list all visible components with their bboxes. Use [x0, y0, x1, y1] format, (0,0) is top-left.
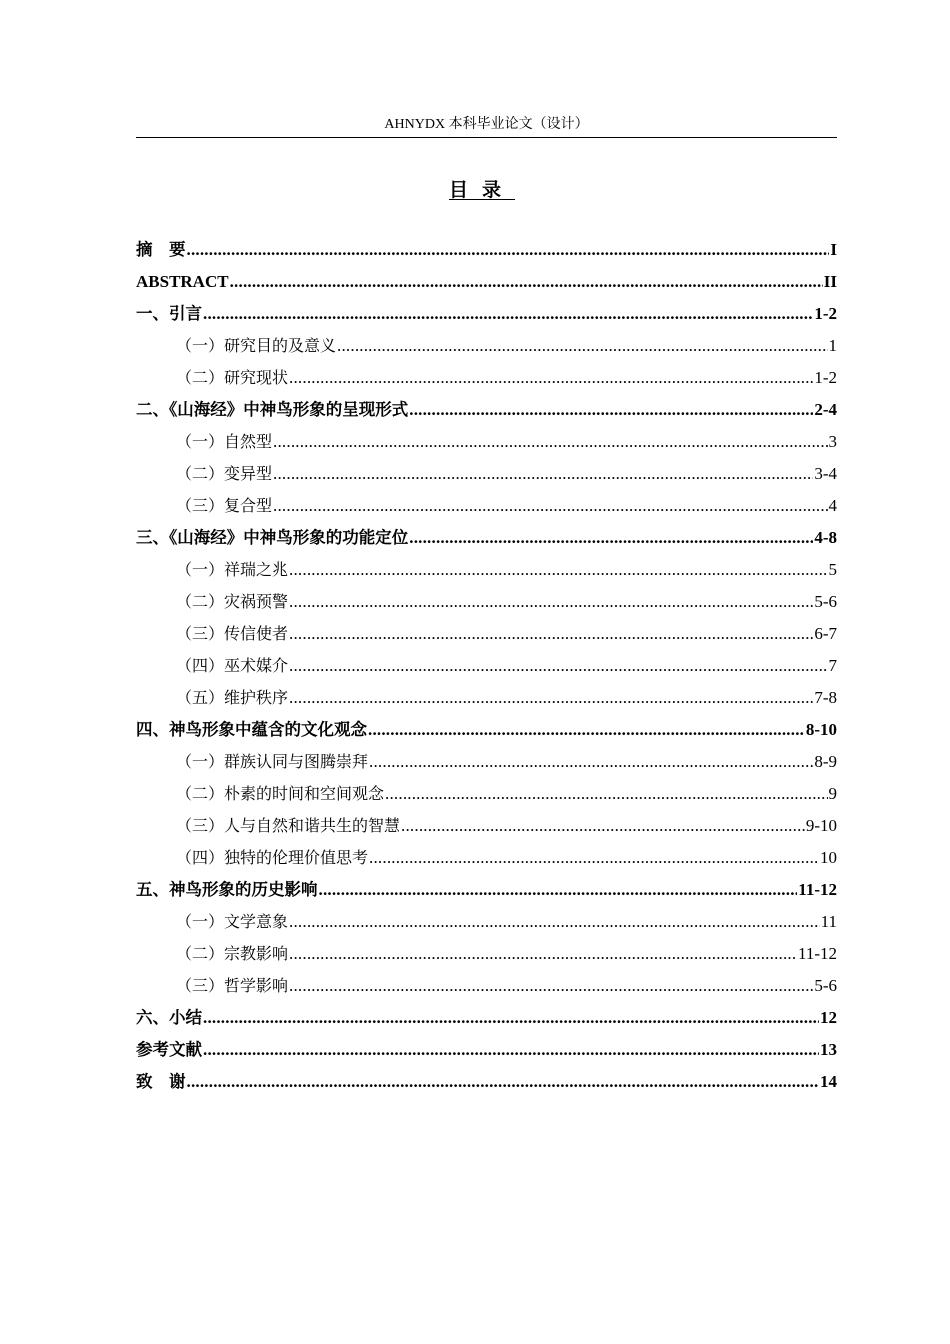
toc-dot-leader: [187, 1066, 820, 1098]
toc-entry-section[interactable]: [136, 746, 837, 778]
toc-entry-label: （一）文学意象: [176, 912, 289, 931]
toc-entry-label: （五）维护秩序: [176, 688, 289, 707]
header-rule: [136, 137, 837, 138]
toc-entry-label: 二、《山海经》中神鸟形象的呈现形式: [136, 400, 409, 419]
toc-entry-section[interactable]: [136, 842, 837, 874]
toc-entry-label: （二）宗教影响: [176, 944, 289, 963]
toc-entry-page-number: 13: [820, 1040, 837, 1059]
toc-entry-label: （三）人与自然和谐共生的智慧: [176, 816, 401, 835]
toc-dot-leader: [273, 426, 827, 458]
toc-dot-leader: [368, 714, 805, 746]
toc-entry-page-number: 8-10: [805, 720, 837, 739]
toc-dot-leader: [409, 522, 813, 554]
table-of-contents: [136, 234, 837, 1098]
toc-dot-leader: [289, 970, 813, 1002]
toc-entry-page-number: 11: [820, 912, 837, 931]
toc-entry-chapter[interactable]: [136, 394, 837, 426]
toc-entry-chapter[interactable]: [136, 1002, 837, 1034]
page-header: AHNYDX 本科毕业论文（设计）: [384, 117, 589, 132]
toc-dot-leader: [187, 234, 830, 266]
toc-entry-page-number: 7-8: [814, 688, 837, 707]
toc-entry-page-number: 5-6: [814, 592, 837, 611]
toc-entry-section[interactable]: [136, 938, 837, 970]
toc-entry-section[interactable]: [136, 586, 837, 618]
toc-dot-leader: [289, 554, 827, 586]
toc-entry-section[interactable]: [136, 618, 837, 650]
toc-entry-label: （三）哲学影响: [176, 976, 289, 995]
toc-dot-leader: [369, 842, 819, 874]
toc-entry-page-number: I: [830, 240, 837, 259]
toc-entry-label: （一）群族认同与图腾崇拜: [176, 752, 369, 771]
toc-dot-leader: [273, 458, 813, 490]
toc-entry-chapter[interactable]: [136, 714, 837, 746]
toc-entry-page-number: 9-10: [805, 816, 837, 835]
toc-entry-page-number: 1-2: [814, 304, 837, 323]
toc-entry-label: 致 谢: [136, 1072, 186, 1091]
toc-entry-section[interactable]: [136, 426, 837, 458]
toc-dot-leader: [203, 1002, 819, 1034]
toc-entry-section[interactable]: [136, 330, 837, 362]
toc-entry-chapter[interactable]: [136, 874, 837, 906]
toc-entry-label: （二）朴素的时间和空间观念: [176, 784, 385, 803]
toc-entry-page-number: 4-8: [814, 528, 837, 547]
toc-title: [0, 178, 950, 202]
toc-entry-chapter[interactable]: [136, 234, 837, 266]
toc-entry-section[interactable]: [136, 778, 837, 810]
toc-dot-leader: [289, 906, 820, 938]
toc-entry-label: （二）研究现状: [176, 368, 289, 387]
toc-entry-page-number: 11-12: [797, 944, 837, 963]
toc-entry-page-number: 12: [820, 1008, 837, 1027]
toc-dot-leader: [409, 394, 813, 426]
toc-entry-page-number: 11-12: [798, 880, 837, 899]
toc-entry-chapter[interactable]: [136, 298, 837, 330]
toc-entry-label: （三）复合型: [176, 496, 273, 515]
toc-entry-page-number: 9: [828, 784, 837, 803]
toc-entry-section[interactable]: [136, 970, 837, 1002]
toc-dot-leader: [203, 1034, 819, 1066]
toc-entry-page-number: 5-6: [814, 976, 837, 995]
toc-dot-leader: [230, 266, 823, 298]
toc-entry-label: （四）巫术媒介: [176, 656, 289, 675]
toc-entry-section[interactable]: [136, 906, 837, 938]
toc-dot-leader: [289, 938, 797, 970]
toc-entry-page-number: 5: [828, 560, 837, 579]
toc-entry-page-number: 3-4: [814, 464, 837, 483]
toc-entry-page-number: 14: [820, 1072, 837, 1091]
toc-dot-leader: [203, 298, 813, 330]
toc-entry-page-number: 1: [828, 336, 837, 355]
toc-entry-section[interactable]: [136, 682, 837, 714]
toc-entry-chapter[interactable]: [136, 266, 837, 298]
toc-dot-leader: [273, 490, 827, 522]
toc-dot-leader: [289, 362, 813, 394]
toc-entry-chapter[interactable]: [136, 1066, 837, 1098]
toc-entry-label: 五、神鸟形象的历史影响: [136, 880, 318, 899]
toc-dot-leader: [369, 746, 813, 778]
toc-entry-label: 参考文献: [136, 1040, 202, 1059]
toc-entry-page-number: 8-9: [814, 752, 837, 771]
toc-entry-label: （一）自然型: [176, 432, 273, 451]
toc-dot-leader: [401, 810, 805, 842]
toc-entry-page-number: II: [823, 272, 837, 291]
toc-entry-label: 四、神鸟形象中蕴含的文化观念: [136, 720, 367, 739]
toc-entry-label: 摘 要: [136, 240, 186, 259]
toc-entry-label: （一）研究目的及意义: [176, 336, 337, 355]
toc-entry-label: （一）祥瑞之兆: [176, 560, 289, 579]
toc-entry-section[interactable]: [136, 458, 837, 490]
toc-dot-leader: [289, 650, 827, 682]
toc-entry-label: 一、引言: [136, 304, 202, 323]
toc-entry-section[interactable]: [136, 650, 837, 682]
toc-entry-page-number: 2-4: [814, 400, 837, 419]
toc-dot-leader: [319, 874, 798, 906]
toc-entry-label: （三）传信使者: [176, 624, 289, 643]
toc-entry-section[interactable]: [136, 810, 837, 842]
toc-entry-label: 三、《山海经》中神鸟形象的功能定位: [136, 528, 409, 547]
toc-entry-chapter[interactable]: [136, 522, 837, 554]
toc-entry-page-number: 1-2: [814, 368, 837, 387]
toc-entry-page-number: 7: [828, 656, 837, 675]
toc-dot-leader: [337, 330, 827, 362]
toc-entry-page-number: 3: [828, 432, 837, 451]
toc-entry-page-number: 4: [828, 496, 837, 515]
toc-dot-leader: [289, 618, 813, 650]
toc-entry-section[interactable]: [136, 554, 837, 586]
toc-entry-section[interactable]: [136, 362, 837, 394]
toc-entry-section[interactable]: [136, 490, 837, 522]
toc-entry-label: ABSTRACT: [136, 272, 229, 291]
toc-entry-page-number: 10: [820, 848, 837, 867]
toc-entry-page-number: 6-7: [814, 624, 837, 643]
toc-dot-leader: [385, 778, 827, 810]
toc-entry-label: 六、小结: [136, 1008, 202, 1027]
toc-dot-leader: [289, 586, 813, 618]
toc-entry-label: （二）灾祸预警: [176, 592, 289, 611]
toc-title-text: 目录: [448, 179, 515, 201]
toc-entry-label: （二）变异型: [176, 464, 273, 483]
toc-dot-leader: [289, 682, 813, 714]
toc-entry-label: （四）独特的伦理价值思考: [176, 848, 369, 867]
toc-entry-chapter[interactable]: [136, 1034, 837, 1066]
